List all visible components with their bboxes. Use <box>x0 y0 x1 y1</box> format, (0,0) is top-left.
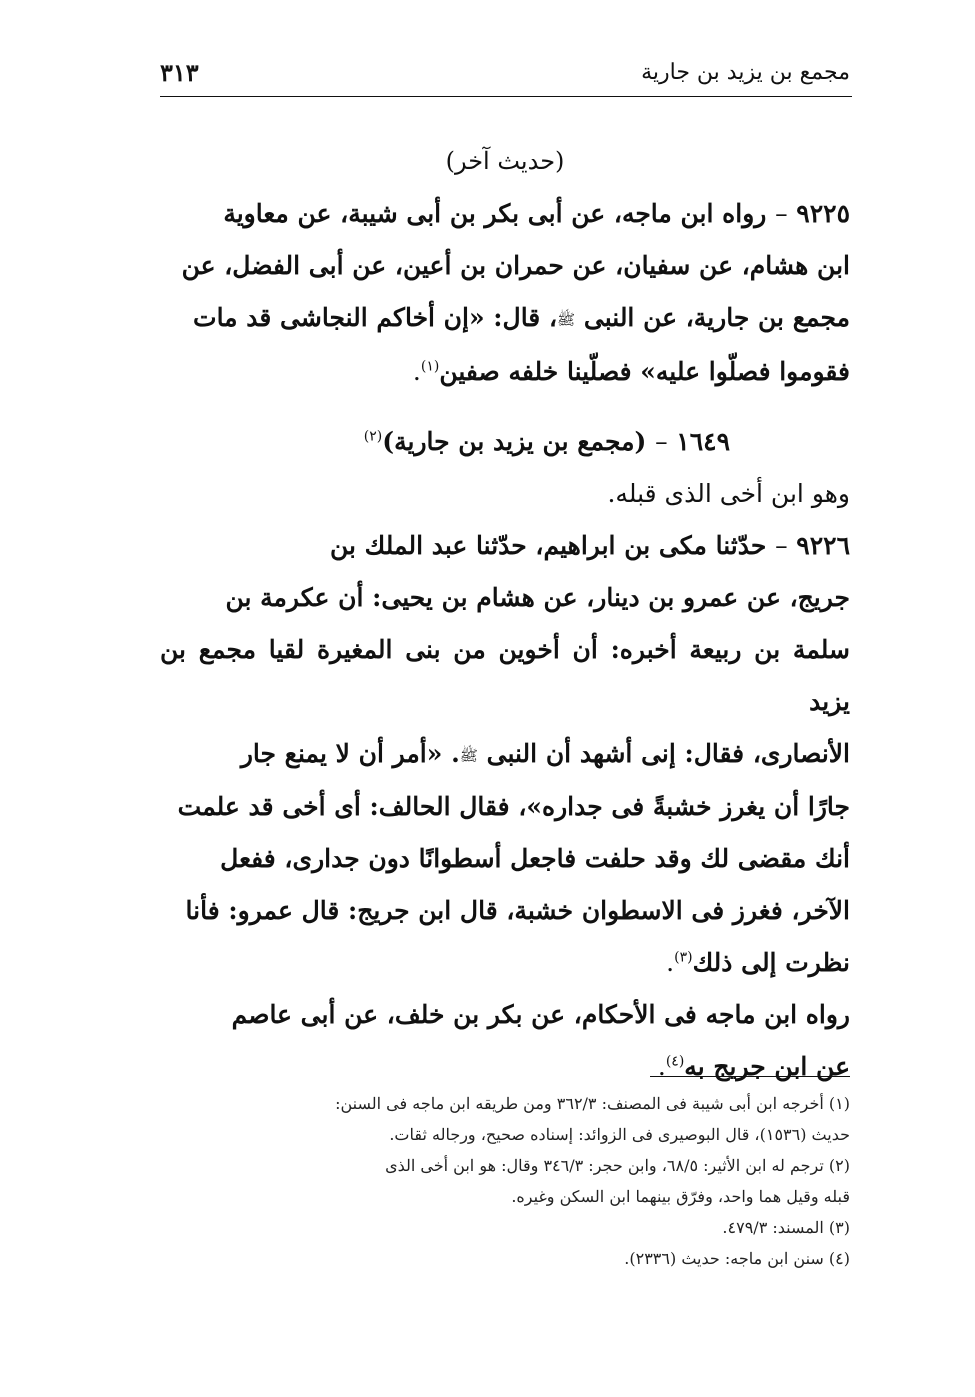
footnote-2-line-1: (٢) ترجم له ابن الأثير: ٦٨/٥، وابن حجر: ٣٤٦/٣ وقال: هو ابن أخى الذى <box>385 1156 850 1175</box>
hadith-text: فقوموا فصلّوا عليه» فصلّينا خلفه صفين <box>439 356 850 386</box>
hadith-text: ابن هشام، عن سفيان، عن حمران بن أعين، عن أبى الفضل، عن <box>181 251 850 280</box>
spacer <box>160 398 850 416</box>
end-mark: . <box>666 948 675 977</box>
hadith-text: الآخر، فغرز فى الاسطوان خشبة، قال ابن جريج: قال عمرو: فأنا <box>185 896 850 925</box>
footnote-3: (٣) المسند: ٤٧٩/٣. <box>722 1218 850 1237</box>
hadith-text: سلمة بن ربيعة أخبره: أن أخوين من بنى المغيرة لقيا مجمع بن يزيد <box>160 634 850 716</box>
hadith-9226-line-8 <box>160 937 850 989</box>
end-mark: . <box>412 356 421 386</box>
entry-1649-note: وهو ابن أخى الذى قبله. <box>607 478 850 508</box>
hadith-text: رواه ابن ماجه، عن أبى بكر بن أبى شيبة، عن معاوية <box>223 199 767 228</box>
narration-line-2 <box>160 1041 850 1093</box>
main-text <box>160 138 850 1093</box>
footnote-ref-3[interactable]: (٣) <box>674 949 693 966</box>
hadith-9225-line-1 <box>160 188 850 240</box>
salla-glyph: ﷺ <box>459 746 478 764</box>
entry-1649-heading <box>160 416 850 468</box>
section-heading: (حديث آخر) <box>445 147 565 175</box>
hadith-9226-line-7 <box>160 885 850 937</box>
hadith-9226-line-3 <box>160 624 850 728</box>
separator: – <box>655 426 668 456</box>
hadith-text: ، قال: «إن أخاكم النجاشى قد مات <box>193 303 558 332</box>
separator: – <box>775 199 788 228</box>
entry-title: (مجمع بن يزيد بن جارية) <box>382 426 647 456</box>
salla-glyph: ﷺ <box>557 310 576 329</box>
footnote-1-line-1: (١) أخرجه ابن أبى شيبة فى المصنف: ٣٦٢/٣ ومن طريقه ابن ماجه فى السنن: <box>335 1094 850 1113</box>
footnote-ref-4[interactable]: (٤) <box>665 1053 685 1070</box>
hadith-9226-line-5 <box>160 781 850 833</box>
footnotes <box>160 1088 850 1274</box>
footnote-1-line-2: حديث (١٥٣٦)، قال البوصيرى فى الزوائد: إسناده صحيح، ورجاله ثقات. <box>389 1125 850 1144</box>
hadith-text: نظرت إلى ذلك <box>692 948 850 977</box>
header-rule <box>160 96 852 97</box>
page-number: ٣١٣ <box>160 58 199 87</box>
hadith-9226-line-1 <box>160 520 850 572</box>
footnote-ref-2[interactable]: (٢) <box>363 428 383 445</box>
narration-text: رواه ابن ماجه فى الأحكام، عن بكر بن خلف، عن أبى عاصم <box>231 1000 850 1029</box>
hadith-9225-line-2 <box>160 240 850 292</box>
footnote-2-line-2: قبله وقيل هما واحد، وفرّق بينهما ابن السكن وغيره. <box>511 1187 850 1206</box>
footnote-ref-1[interactable]: (١) <box>420 358 440 375</box>
hadith-9226-line-6 <box>160 833 850 885</box>
entry-number: ١٦٤٩ <box>676 426 730 456</box>
hadith-9226-line-4: الأنصارى، فقال: إنى أشهد أن النبى ﷺ. «أمر أن لا يمنع جار <box>240 738 850 768</box>
hadith-text: مجمع بن جارية، عن النبى <box>583 303 850 332</box>
hadith-9225-line-4 <box>160 346 850 398</box>
separator: – <box>775 530 788 560</box>
running-header <box>160 58 850 94</box>
narration-line-1 <box>160 989 850 1041</box>
hadith-9226-line-2 <box>160 572 850 624</box>
hadith-text: الأنصارى، فقال: إنى أشهد أن النبى <box>486 738 850 768</box>
hadith-number: ٩٢٢٦ <box>796 530 850 560</box>
footnote-4: (٤) سنن ابن ماجه: حديث (٢٣٣٦). <box>624 1249 850 1268</box>
hadith-text: «أمر أن لا يمنع جار <box>240 738 443 768</box>
narration-text: عن ابن جريج به <box>684 1052 850 1081</box>
hadith-text: أنك مقضى لك وقد حلفت فاجعل أسطوانًا دون جدارى، ففعل <box>220 844 850 873</box>
end-mark: . <box>657 1052 666 1081</box>
hadith-text: جارًا أن يغرز خشبةً فى جداره»، فقال الحالف: أى أخى قد علمت <box>177 792 850 821</box>
header-title: مجمع بن يزيد بن جارية <box>641 60 850 85</box>
footnote-rule <box>650 1076 850 1077</box>
hadith-text: جريج، عن عمرو بن دينار، عن هشام بن يحيى: أن عكرمة بن <box>225 582 850 612</box>
hadith-number: ٩٢٢٥ <box>796 199 850 228</box>
hadith-9225-line-3 <box>160 292 850 346</box>
hadith-text: حدّثنا مكى بن ابراهيم، حدّثنا عبد الملك بن <box>329 530 767 560</box>
